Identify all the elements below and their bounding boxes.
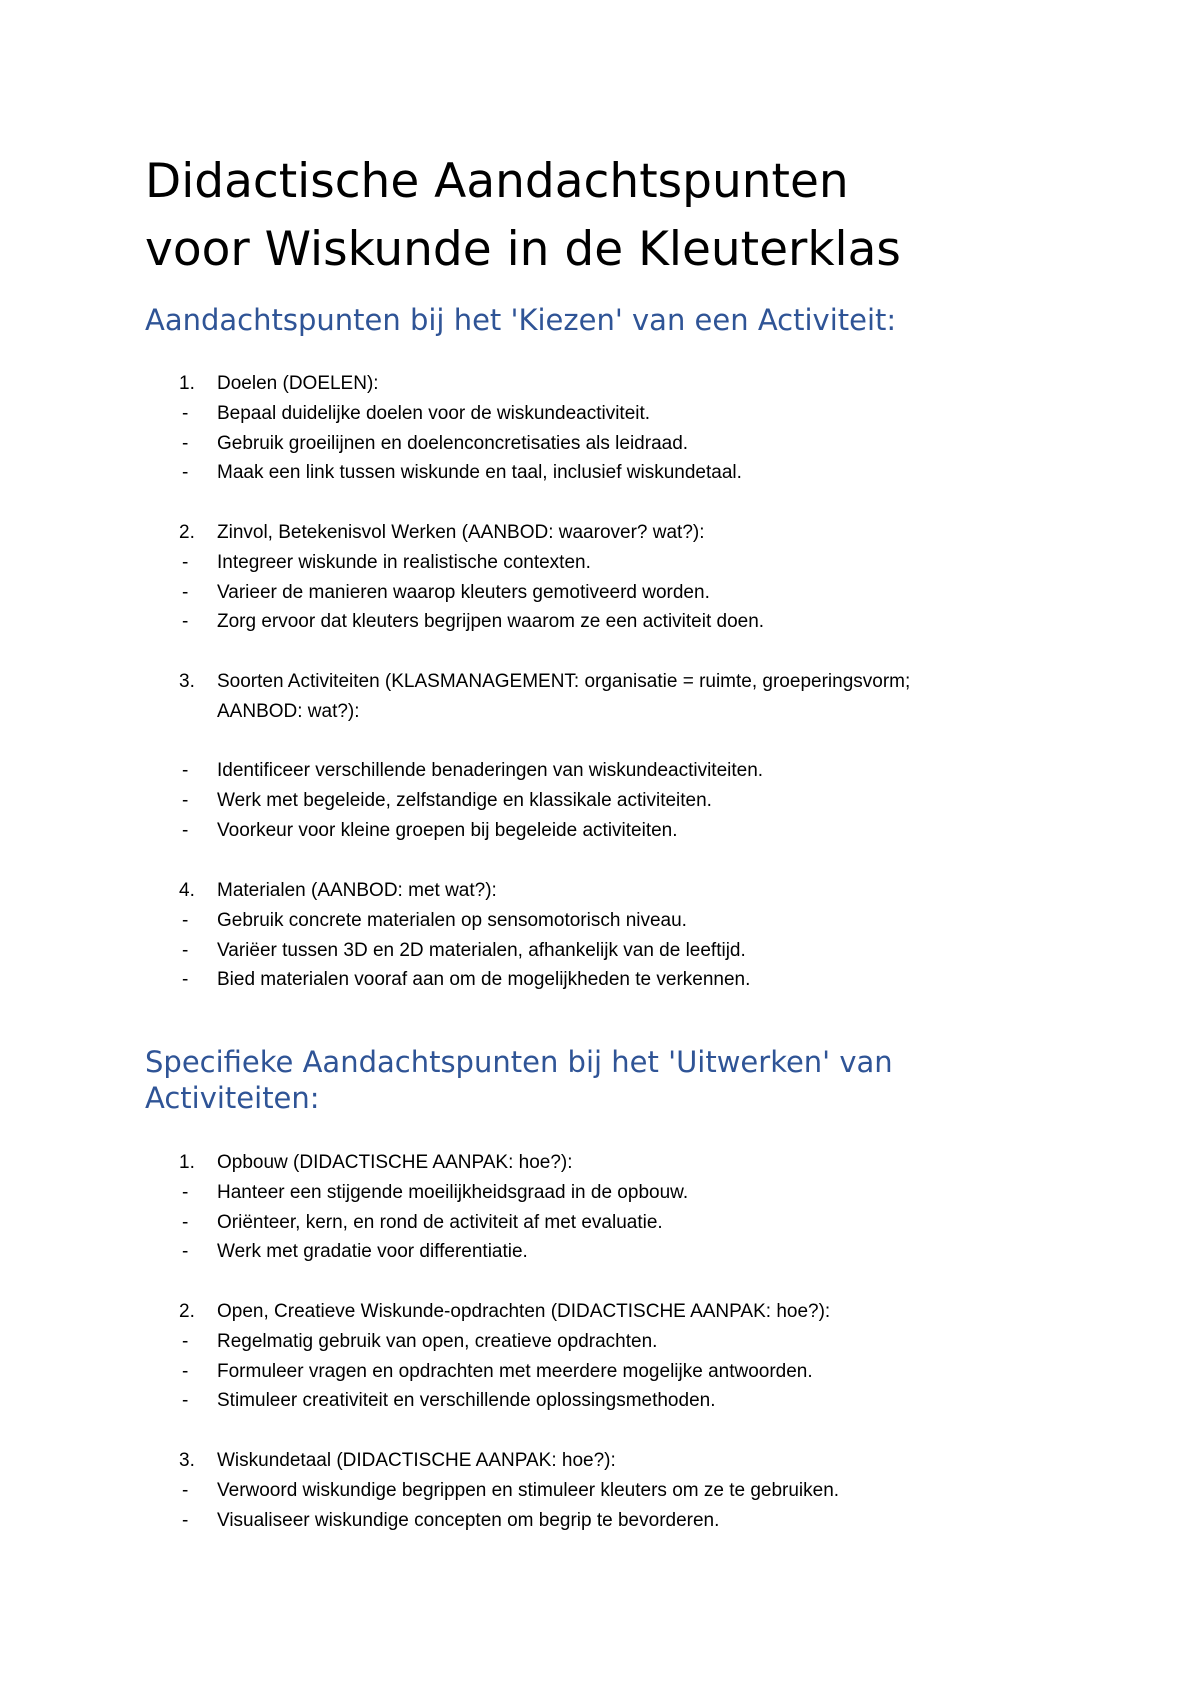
item-point: Werk met gradatie voor differentiatie.	[217, 1241, 528, 1263]
item-point: Regelmatig gebruik van open, creatieve opdrachten.	[217, 1330, 658, 1352]
item-point: Integreer wiskunde in realistische contexten.	[217, 551, 591, 573]
item-point: Formuleer vragen en opdrachten met meerdere mogelijke antwoorden.	[217, 1360, 813, 1382]
dash-marker: -	[182, 1509, 189, 1531]
list-item-doelen	[145, 369, 1145, 488]
dash-marker: -	[182, 432, 189, 454]
item-point: Gebruik groeilijnen en doelenconcretisaties als leidraad.	[217, 432, 689, 454]
item-point: Bepaal duidelijke doelen voor de wiskundeactiviteit.	[217, 402, 651, 424]
item-point: Verwoord wiskundige begrippen en stimuleer kleuters om ze te gebruiken.	[217, 1479, 840, 1501]
item-number: 2.	[179, 522, 195, 543]
item-number: 1.	[179, 373, 195, 394]
dash-marker: -	[182, 819, 189, 841]
title-line-2: voor Wiskunde in de Kleuterklas	[145, 222, 901, 277]
list-item-opbouw	[145, 1148, 1145, 1267]
dash-marker: -	[182, 760, 189, 782]
list-item-zinvol-werken	[145, 518, 1145, 637]
section-heading-uitwerken	[145, 1044, 1145, 1116]
item-point: Varieer de manieren waarop kleuters gemotiveerd worden.	[217, 581, 710, 603]
list-item-soorten-activiteiten	[145, 667, 1145, 846]
item-number: 3.	[179, 671, 195, 692]
item-number: 3.	[179, 1450, 195, 1471]
item-number: 1.	[179, 1152, 195, 1173]
dash-marker: -	[182, 1211, 189, 1233]
item-point: Voorkeur voor kleine groepen bij begeleide activiteiten.	[217, 819, 678, 841]
title-line-1: Didactische Aandachtspunten	[145, 154, 849, 209]
item-title: Soorten Activiteiten (KLASMANAGEMENT: organisatie = ruimte, groeperingsvorm;	[217, 671, 911, 692]
item-title: Opbouw (DIDACTISCHE AANPAK: hoe?):	[217, 1152, 573, 1173]
heading-line-2: Activiteiten:	[145, 1081, 320, 1115]
dash-marker: -	[182, 909, 189, 931]
dash-marker: -	[182, 939, 189, 961]
item-point: Bied materialen vooraf aan om de mogelijkheden te verkennen.	[217, 969, 751, 991]
item-title-continued: AANBOD: wat?):	[217, 700, 360, 722]
dash-marker: -	[182, 611, 189, 633]
dash-marker: -	[182, 1479, 189, 1501]
item-number: 2.	[179, 1301, 195, 1322]
dash-marker: -	[182, 1181, 189, 1203]
dash-marker: -	[182, 551, 189, 573]
dash-marker: -	[182, 1390, 189, 1412]
item-point: Identificeer verschillende benaderingen van wiskundeactiviteiten.	[217, 760, 764, 782]
dash-marker: -	[182, 581, 189, 603]
item-point: Visualiseer wiskundige concepten om begrip te bevorderen.	[217, 1509, 720, 1531]
dash-marker: -	[182, 402, 189, 424]
document-title	[145, 148, 1145, 284]
heading-line-1: Specifieke Aandachtspunten bij het 'Uitwerken' van	[145, 1045, 893, 1079]
section-heading-kiezen: Aandachtspunten bij het 'Kiezen' van een Activiteit:	[145, 303, 897, 337]
dash-marker: -	[182, 1330, 189, 1352]
item-title: Doelen (DOELEN):	[217, 373, 379, 394]
item-point: Variëer tussen 3D en 2D materialen, afhankelijk van de leeftijd.	[217, 939, 746, 961]
list-item-materialen	[145, 876, 1145, 995]
dash-marker: -	[182, 1241, 189, 1263]
list-item-wiskundetaal	[145, 1446, 1145, 1535]
item-title: Zinvol, Betekenisvol Werken (AANBOD: waarover? wat?):	[217, 522, 705, 543]
dash-marker: -	[182, 462, 189, 484]
list-item-open-opdrachten	[145, 1297, 1145, 1416]
dash-marker: -	[182, 969, 189, 991]
dash-marker: -	[182, 1360, 189, 1382]
item-title: Wiskundetaal (DIDACTISCHE AANPAK: hoe?):	[217, 1450, 616, 1471]
item-point: Oriënteer, kern, en rond de activiteit af met evaluatie.	[217, 1211, 663, 1233]
item-point: Werk met begeleide, zelfstandige en klassikale activiteiten.	[217, 790, 712, 812]
item-title: Materialen (AANBOD: met wat?):	[217, 880, 497, 901]
item-point: Zorg ervoor dat kleuters begrijpen waarom ze een activiteit doen.	[217, 611, 765, 633]
item-point: Hanteer een stijgende moeilijkheidsgraad in de opbouw.	[217, 1181, 689, 1203]
item-point: Stimuleer creativiteit en verschillende oplossingsmethoden.	[217, 1390, 716, 1412]
item-point: Gebruik concrete materialen op sensomotorisch niveau.	[217, 909, 687, 931]
item-number: 4.	[179, 880, 195, 901]
dash-marker: -	[182, 790, 189, 812]
item-title: Open, Creatieve Wiskunde-opdrachten (DIDACTISCHE AANPAK: hoe?):	[217, 1301, 831, 1322]
item-point: Maak een link tussen wiskunde en taal, inclusief wiskundetaal.	[217, 462, 742, 484]
